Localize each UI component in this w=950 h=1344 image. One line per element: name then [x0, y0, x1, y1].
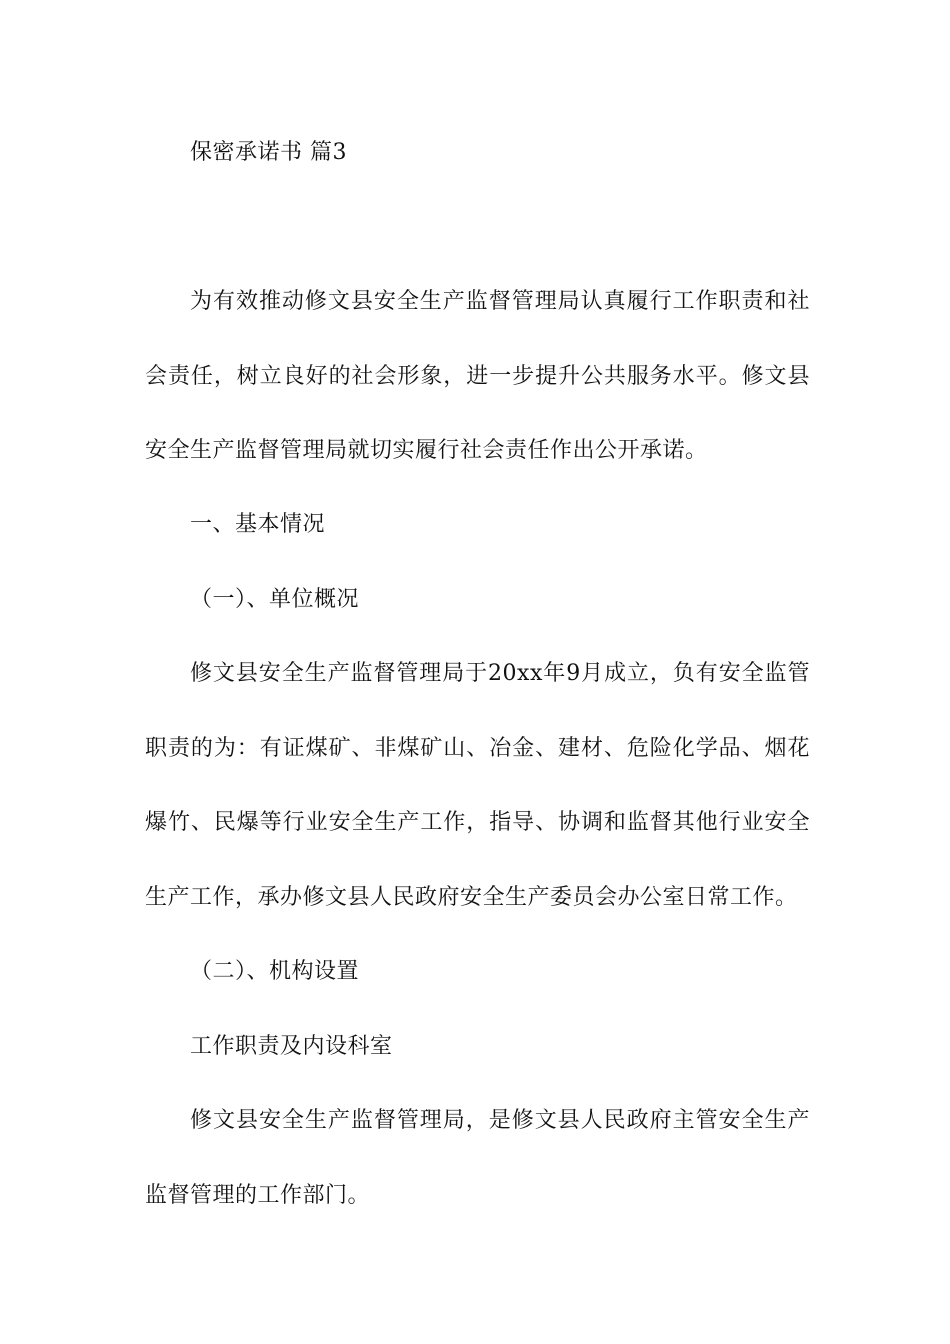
paragraph-line-2: 会责任，树立良好的社会形象，进一步提升公共服务水平。修文县	[145, 364, 810, 389]
paragraph-line-6: 爆竹、民爆等行业安全生产工作，指导、协调和监督其他行业安全	[145, 810, 810, 835]
paragraph-line-4: 修文县安全生产监督管理局于20xx年9月成立，负有安全监管	[190, 661, 810, 686]
subheading-duties: 工作职责及内设科室	[190, 1034, 393, 1059]
subsection-heading-org: （二）、机构设置	[190, 959, 360, 984]
paragraph-line-1: 为有效推动修文县安全生产监督管理局认真履行工作职责和社	[190, 289, 810, 314]
paragraph-line-5: 职责的为：有证煤矿、非煤矿山、冶金、建材、危险化学品、烟花	[145, 736, 810, 761]
paragraph-line-7: 生产工作，承办修文县人民政府安全生产委员会办公室日常工作。	[145, 885, 798, 910]
section-heading-basic: 一、基本情况	[190, 512, 326, 537]
paragraph-line-3: 安全生产监督管理局就切实履行社会责任作出公开承诺。	[145, 438, 708, 463]
paragraph-line-8: 修文县安全生产监督管理局，是修文县人民政府主管安全生产	[190, 1108, 810, 1133]
document-title: 保密承诺书 篇3	[190, 140, 347, 165]
paragraph-line-9: 监督管理的工作部门。	[145, 1183, 371, 1208]
subsection-heading-unit: （一）、单位概况	[190, 587, 360, 612]
